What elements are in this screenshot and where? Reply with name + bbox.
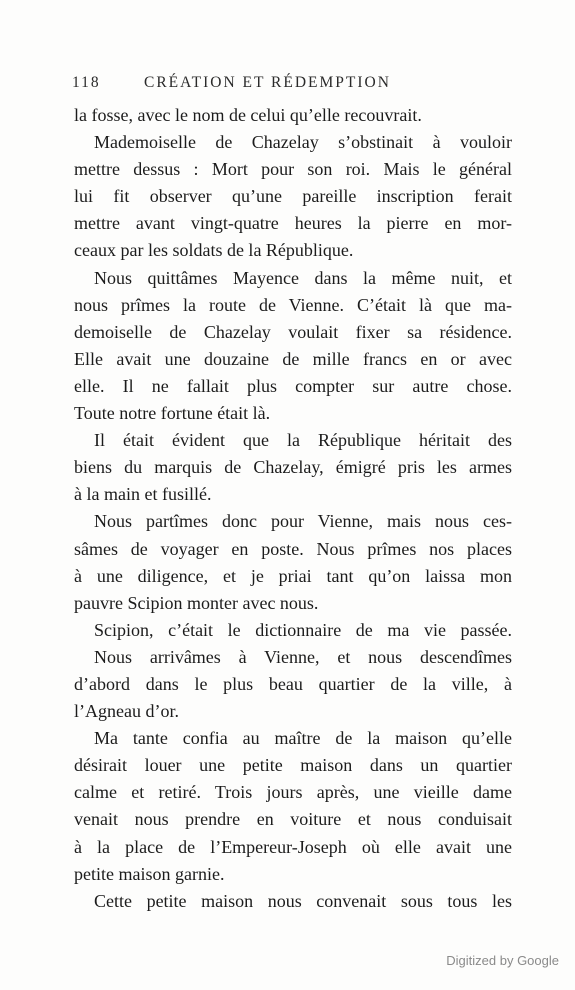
text-line: demoiselle de Chazelay voulait fixer sa résidence. xyxy=(74,321,512,342)
text-line: Scipion, c’était le dictionnaire de ma vie passée. xyxy=(94,619,512,640)
text-line: sâmes de voyager en poste. Nous prîmes nos places xyxy=(74,538,512,559)
text-line: à la place de l’Empereur-Joseph où elle avait une xyxy=(74,836,512,857)
text-line: Nous partîmes donc pour Vienne, mais nous ces- xyxy=(94,511,512,532)
digitized-watermark: Digitized by Google xyxy=(446,953,559,968)
text-line: Elle avait une douzaine de mille francs en or avec xyxy=(74,348,512,369)
body-text xyxy=(74,102,512,915)
text-line: Nous quittâmes Mayence dans la même nuit, et xyxy=(94,267,512,288)
text-line: pauvre Scipion monter avec nous. xyxy=(74,592,319,613)
text-line: Nous arrivâmes à Vienne, et nous descendîmes xyxy=(94,646,512,667)
running-title: CRÉATION ET RÉDEMPTION xyxy=(144,74,391,91)
text-line: l’Agneau d’or. xyxy=(74,701,179,722)
text-line: Mademoiselle de Chazelay s’obstinait à vouloir xyxy=(94,132,512,153)
text-line: la fosse, avec le nom de celui qu’elle recouvrait. xyxy=(74,105,422,125)
text-line: biens du marquis de Chazelay, émigré pris les armes xyxy=(74,457,512,478)
text-line: Il était évident que la République héritait des xyxy=(94,430,512,451)
text-line: à la main et fusillé. xyxy=(74,484,212,505)
text-line: lui fit observer qu’une pareille inscription ferait xyxy=(74,186,512,207)
text-line: désirait louer une petite maison dans un quartier xyxy=(74,755,512,776)
text-line: Toute notre fortune était là. xyxy=(74,403,271,424)
text-line: elle. Il ne fallait plus compter sur autre chose. xyxy=(74,375,512,396)
text-line: mettre avant vingt-quatre heures la pierre en mor- xyxy=(74,213,512,234)
text-line: petite maison garnie. xyxy=(74,863,225,884)
text-line: mettre dessus : Mort pour son roi. Mais le général xyxy=(74,159,512,180)
text-line: venait nous prendre en voiture et nous conduisait xyxy=(74,809,512,830)
text-line: à une diligence, et je priai tant qu’on laissa mon xyxy=(74,565,512,586)
text-line: Cette petite maison nous convenait sous tous les xyxy=(94,890,512,911)
text-line: d’abord dans le plus beau quartier de la ville, à xyxy=(74,673,512,694)
page-number: 118 xyxy=(72,74,101,91)
text-line: nous prîmes la route de Vienne. C’était là que ma- xyxy=(74,294,512,315)
text-line: ceaux par les soldats de la République. xyxy=(74,240,354,261)
text-line: calme et retiré. Trois jours après, une vieille dame xyxy=(74,782,512,803)
text-line: Ma tante confia au maître de la maison qu’elle xyxy=(94,728,512,749)
